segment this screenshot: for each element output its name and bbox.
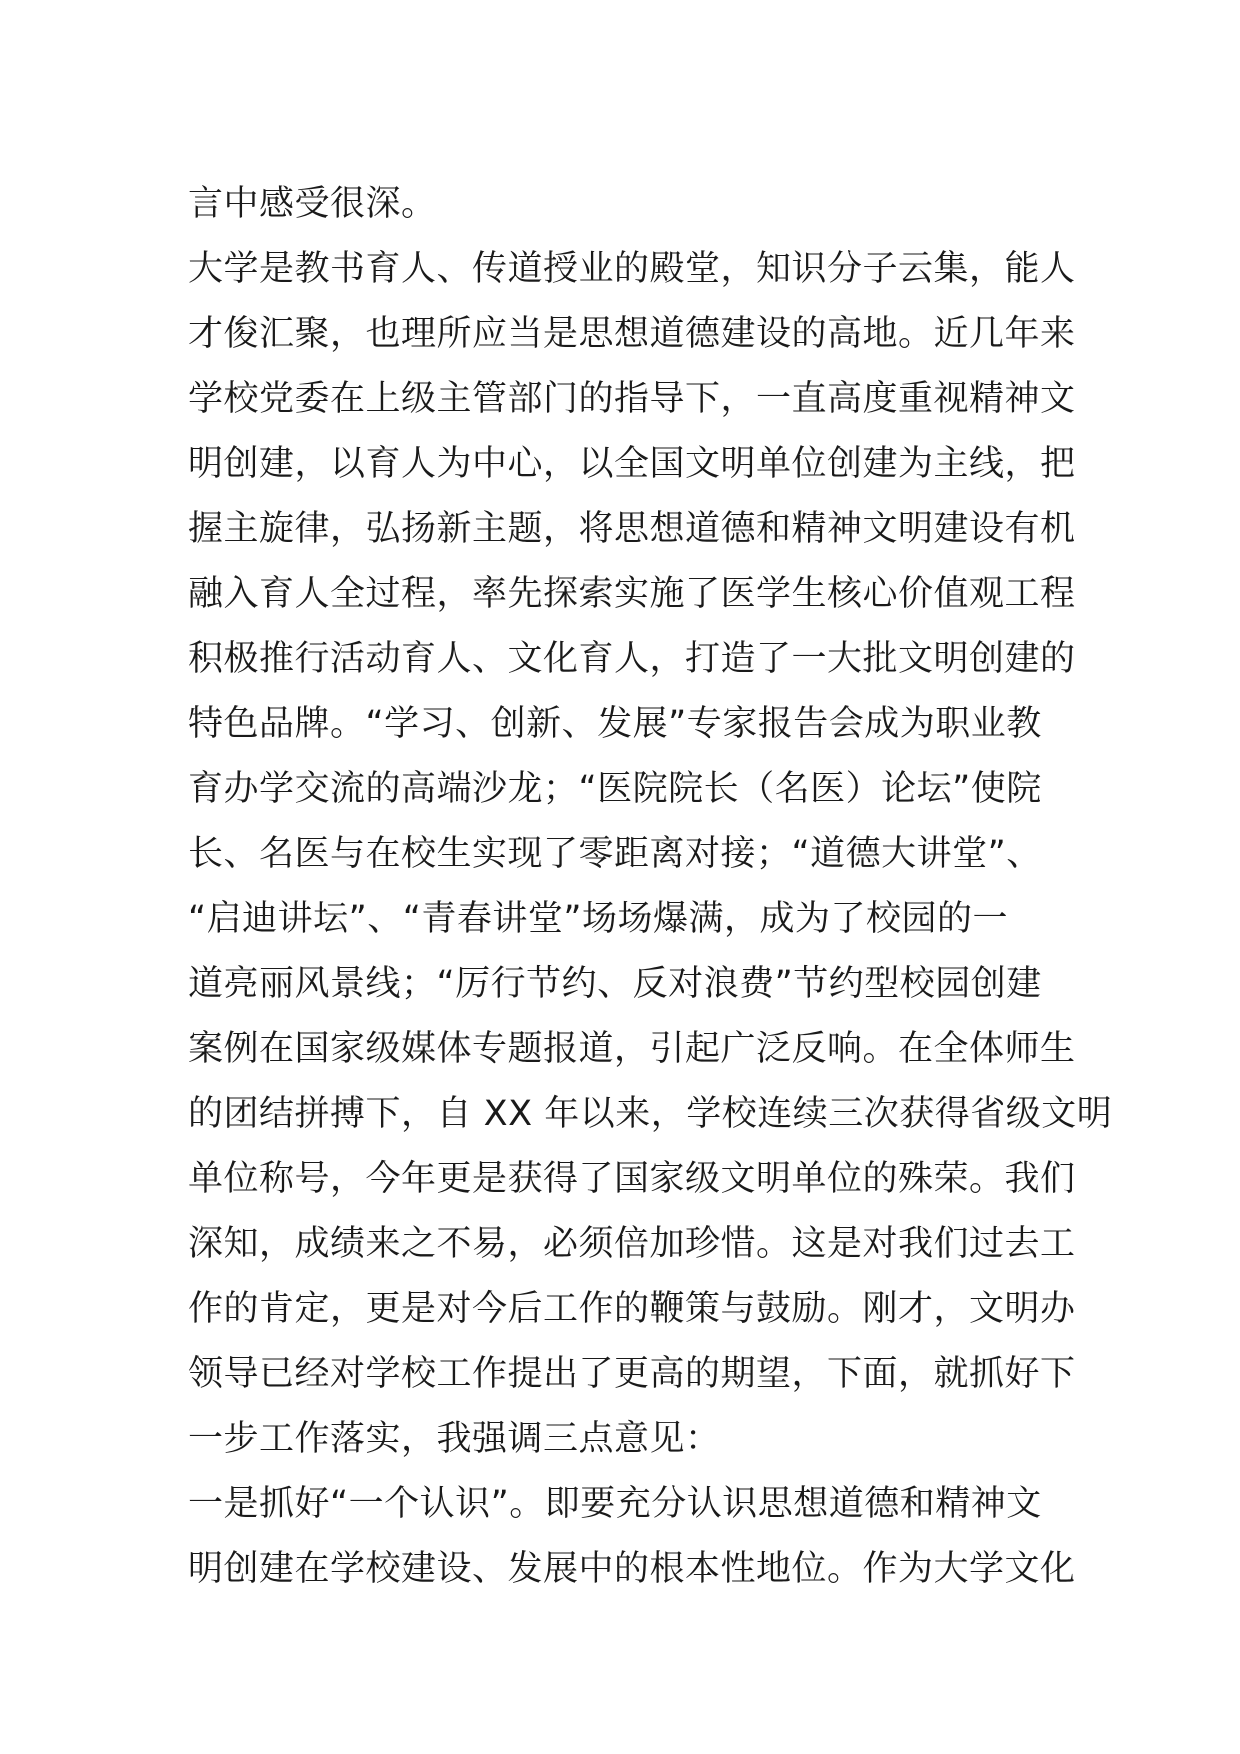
text-line: 一是抓好“一个认识”。即要充分认识思想道德和精神文	[188, 1484, 1042, 1524]
text-line: 长、名医与在校生实现了零距离对接；“道德大讲堂”、	[188, 834, 1042, 874]
text-line: 一步工作落实，我强调三点意见：	[188, 1419, 721, 1459]
text-line: 明创建在学校建设、发展中的根本性地位。作为大学文化	[188, 1549, 1076, 1589]
text-line: 案例在国家级媒体专题报道，引起广泛反响。在全体师生	[188, 1029, 1076, 1069]
text-line: 积极推行活动育人、文化育人，打造了一大批文明创建的	[188, 639, 1076, 679]
text-line: 大学是教书育人、传道授业的殿堂，知识分子云集，能人	[188, 249, 1076, 289]
text-line: 明创建，以育人为中心，以全国文明单位创建为主线，把	[188, 444, 1076, 484]
text-line: 单位称号，今年更是获得了国家级文明单位的殊荣。我们	[188, 1159, 1076, 1199]
text-line: 的团结拼搏下，自 XX 年以来，学校连续三次获得省级文明	[188, 1094, 1113, 1134]
text-line: 融入育人全过程，率先探索实施了医学生核心价值观工程	[188, 574, 1076, 614]
text-line: 深知，成绩来之不易，必须倍加珍惜。这是对我们过去工	[188, 1224, 1076, 1264]
text-line: “启迪讲坛”、“青春讲堂”场场爆满，成为了校园的一	[188, 899, 1009, 939]
body-text	[188, 172, 1113, 1602]
text-line: 握主旋律，弘扬新主题，将思想道德和精神文明建设有机	[188, 509, 1076, 549]
text-line: 道亮丽风景线；“厉行节约、反对浪费”节约型校园创建	[188, 964, 1042, 1004]
text-line: 学校党委在上级主管部门的指导下，一直高度重视精神文	[188, 379, 1076, 419]
text-line: 领导已经对学校工作提出了更高的期望，下面，就抓好下	[188, 1354, 1076, 1394]
text-line: 特色品牌。“学习、创新、发展”专家报告会成为职业教	[188, 704, 1042, 744]
text-line: 才俊汇聚，也理所应当是思想道德建设的高地。近几年来	[188, 314, 1076, 354]
text-line: 作的肯定，更是对今后工作的鞭策与鼓励。刚才，文明办	[188, 1289, 1076, 1329]
text-line: 言中感受很深。	[188, 184, 437, 224]
text-line: 育办学交流的高端沙龙；“医院院长（名医）论坛”使院	[188, 769, 1042, 809]
